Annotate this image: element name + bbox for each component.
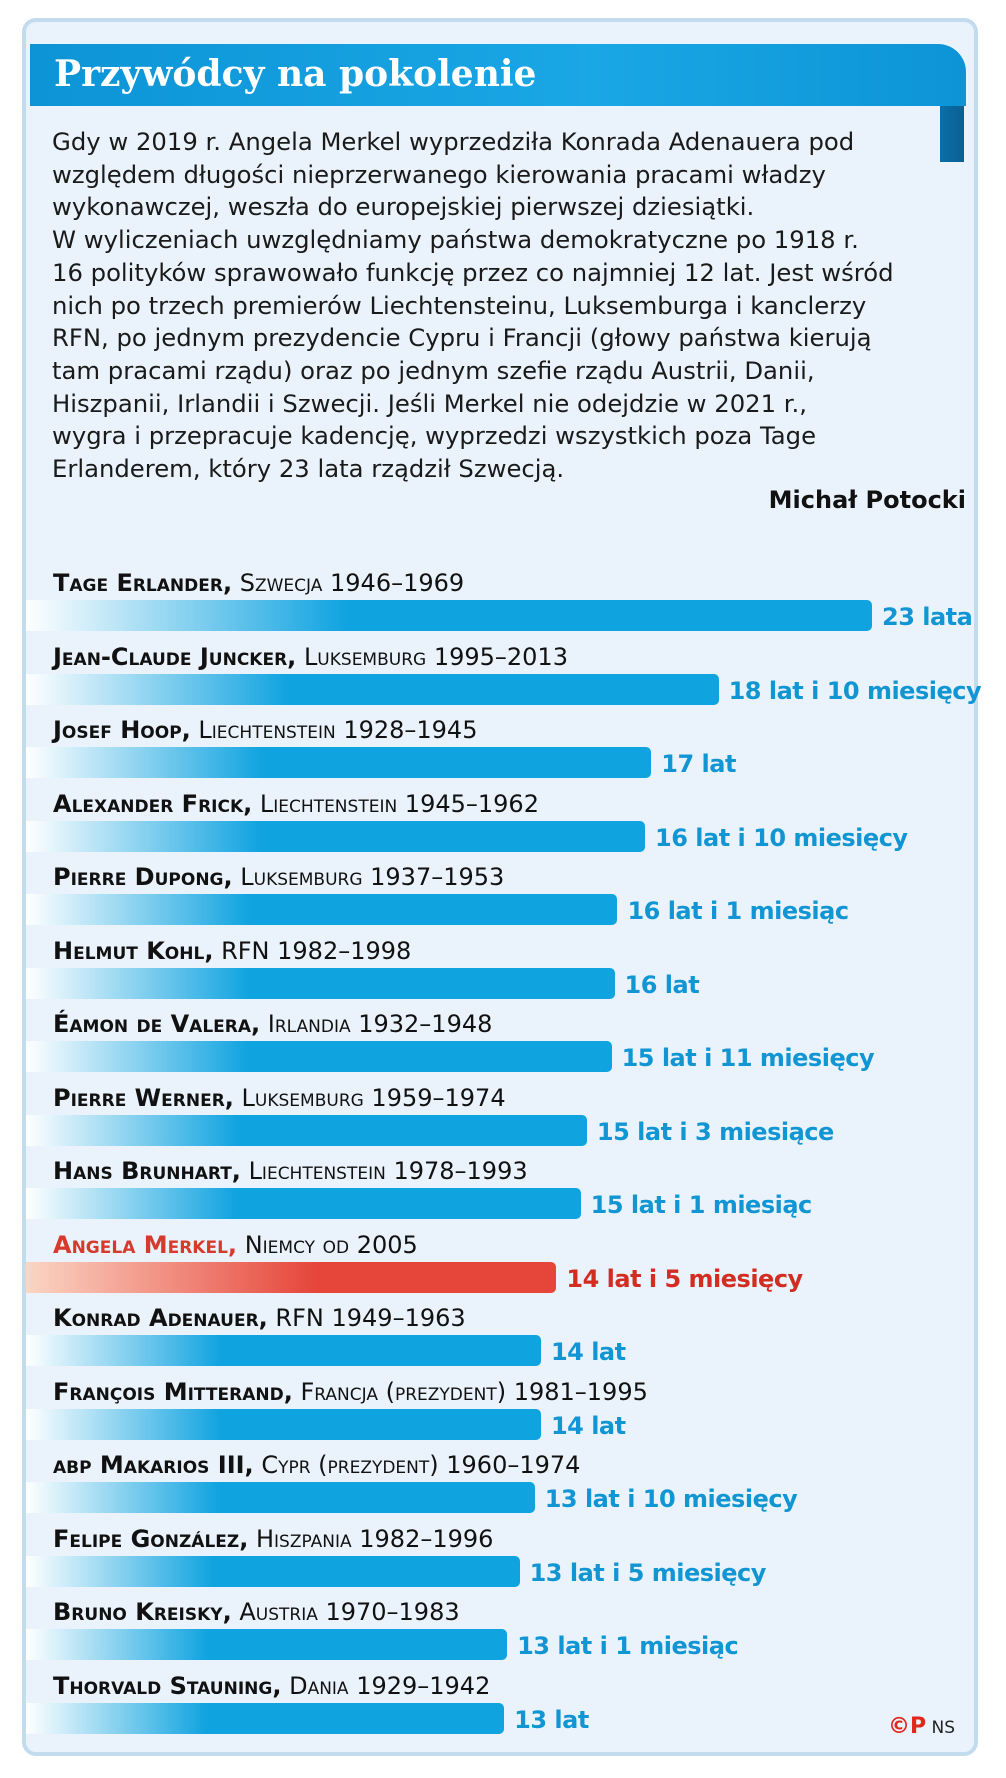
leader-name: [53, 1524, 493, 1554]
bar: [26, 1335, 541, 1366]
leader-surname: Pierre Dupong,: [53, 863, 233, 891]
copyright-logo: ©P: [888, 1714, 927, 1739]
leader-country-years: Austria 1970–1983: [239, 1598, 460, 1626]
leader-name: [53, 715, 477, 745]
leader-surname: François Mitterand,: [53, 1377, 293, 1406]
leader-name: [53, 789, 539, 819]
leader-surname: Hans Brunhart,: [53, 1157, 241, 1185]
credit: [888, 1716, 955, 1739]
leader-country-years: Cypr (prezydent) 1960–1974: [261, 1451, 581, 1479]
leader-surname: Angela Merkel,: [53, 1230, 238, 1259]
intro-line: wygra i przepracuje kadencję, wyprzedzi wszystkich poza Tage: [52, 421, 817, 451]
bar-value-label: 15 lat i 1 miesiąc: [590, 1191, 812, 1219]
leader-country-years: Liechtenstein 1945–1962: [259, 789, 539, 818]
leader-surname: Éamon de Valera,: [53, 1010, 261, 1038]
leader-name: [53, 1597, 460, 1627]
leader-name: [53, 1303, 466, 1333]
leader-name: [53, 1450, 580, 1480]
leader-country-years: Luksemburg 1937–1953: [240, 863, 505, 891]
bar: [26, 1188, 581, 1219]
leader-name: [53, 1671, 490, 1701]
chart-title: Przywódcy na pokolenie: [54, 53, 537, 95]
bar: [26, 600, 872, 631]
title-banner: [30, 44, 966, 106]
bar-value-label: 13 lat i 5 miesięcy: [529, 1558, 766, 1587]
intro-line: W wyliczeniach uwzględniamy państwa demokratyczne po 1918 r.: [52, 225, 859, 255]
bar-value-label: 15 lat i 11 miesięcy: [621, 1044, 875, 1072]
leader-country-years: Irlandia 1932–1948: [267, 1010, 493, 1038]
leader-surname: Konrad Adenauer,: [53, 1304, 268, 1332]
bar-value-label: 14 lat: [550, 1338, 626, 1366]
intro-line: tam pracami rządu) oraz po jednym szefie rządu Austrii, Danii,: [52, 355, 815, 385]
leader-country-years: Dania 1929–1942: [289, 1671, 491, 1700]
leader-surname: Josef Hoop,: [53, 716, 191, 744]
credit-initials: NS: [931, 1718, 956, 1738]
leader-name: [53, 1377, 648, 1407]
leader-surname: Felipe González,: [53, 1524, 249, 1553]
leader-name: [53, 642, 568, 672]
leader-name: [53, 568, 464, 598]
bar-value-label: 23 lata: [882, 603, 973, 631]
bar-value-label: 13 lat i 10 miesięcy: [544, 1485, 798, 1513]
intro-line: 16 polityków sprawowało funkcję przez co najmniej 12 lat. Jest wśród: [52, 257, 894, 287]
leader-country-years: Liechtenstein 1928–1945: [198, 716, 478, 744]
bar-value-label: 17 lat: [661, 750, 736, 778]
bar: [26, 674, 719, 705]
leader-surname: Alexander Frick,: [53, 789, 253, 818]
bar-value-label: 16 lat i 1 miesiąc: [627, 897, 849, 925]
intro-line: RFN, po jednym prezydencie Cypru i Francji (głowy państwa kierują: [52, 323, 872, 353]
bar-value-label: 13 lat i 1 miesiąc: [517, 1632, 739, 1660]
leader-name: [53, 1230, 418, 1260]
leader-country-years: Hiszpania 1982–1996: [255, 1524, 494, 1553]
bar: [26, 1629, 507, 1660]
bar-value-label: 16 lat i 10 miesięcy: [655, 823, 908, 852]
bar: [26, 1703, 504, 1734]
leader-country-years: Niemcy od 2005: [244, 1230, 418, 1259]
leader-surname: Helmut Kohl,: [53, 936, 214, 965]
bar-value-label: 16 lat: [624, 970, 700, 999]
bar-value-label: 13 lat: [514, 1705, 589, 1734]
bar-value-label: 15 lat i 3 miesiące: [596, 1117, 834, 1146]
intro-line: nich po trzech premierów Liechtensteinu, Luksemburga i kanclerzy: [52, 290, 867, 320]
intro-line: wykonawczej, weszła do europejskiej pierwszej dziesiątki.: [52, 192, 755, 222]
bar: [26, 894, 617, 925]
bar: [26, 1482, 535, 1513]
leader-country-years: Francja (prezydent) 1981–1995: [300, 1377, 648, 1406]
leader-surname: Pierre Werner,: [53, 1083, 234, 1112]
intro-line: Hiszpanii, Irlandii i Szwecji. Jeśli Merkel nie odejdzie w 2021 r.,: [52, 388, 807, 418]
leader-country-years: Liechtenstein 1978–1993: [248, 1157, 528, 1185]
bar: [26, 1041, 612, 1072]
leader-country-years: Luksemburg 1959–1974: [241, 1083, 506, 1112]
bar: [26, 1409, 541, 1440]
bar-value-label: 14 lat: [550, 1411, 626, 1440]
bar-value-label: 14 lat i 5 miesięcy: [566, 1264, 803, 1293]
intro-paragraph: [52, 126, 952, 486]
leader-country-years: RFN 1982–1998: [221, 936, 412, 965]
leader-surname: Thorvald Stauning,: [53, 1671, 282, 1700]
leader-surname: Bruno Kreisky,: [53, 1598, 232, 1626]
author-name: Michał Potocki: [768, 486, 966, 514]
leader-name: [53, 862, 504, 892]
leader-name: [53, 936, 411, 966]
bar-highlight: [26, 1262, 556, 1293]
intro-line: Erlanderem, który 23 lata rządził Szwecją.: [52, 454, 565, 484]
intro-line: Gdy w 2019 r. Angela Merkel wyprzedziła Konrada Adenauera pod: [52, 127, 855, 156]
leader-name: [53, 1083, 506, 1113]
bar: [26, 1115, 587, 1146]
bar: [26, 968, 615, 999]
leader-surname: abp Makarios III,: [53, 1451, 254, 1479]
bar-value-label: 18 lat i 10 miesięcy: [728, 676, 982, 705]
leader-surname: Tage Erlander,: [53, 569, 233, 597]
leader-country-years: Luksemburg 1995–2013: [303, 642, 568, 671]
bar: [26, 821, 645, 852]
bar: [26, 747, 651, 778]
bar: [26, 1556, 520, 1587]
leader-country-years: RFN 1949–1963: [275, 1304, 466, 1332]
leader-name: [53, 1156, 528, 1186]
leader-name: [53, 1009, 492, 1039]
intro-line: względem długości nieprzerwanego kierowania pracami władzy: [52, 159, 826, 189]
leader-surname: Jean-Claude Juncker,: [53, 642, 297, 671]
leader-country-years: Szwecja 1946–1969: [239, 569, 465, 597]
